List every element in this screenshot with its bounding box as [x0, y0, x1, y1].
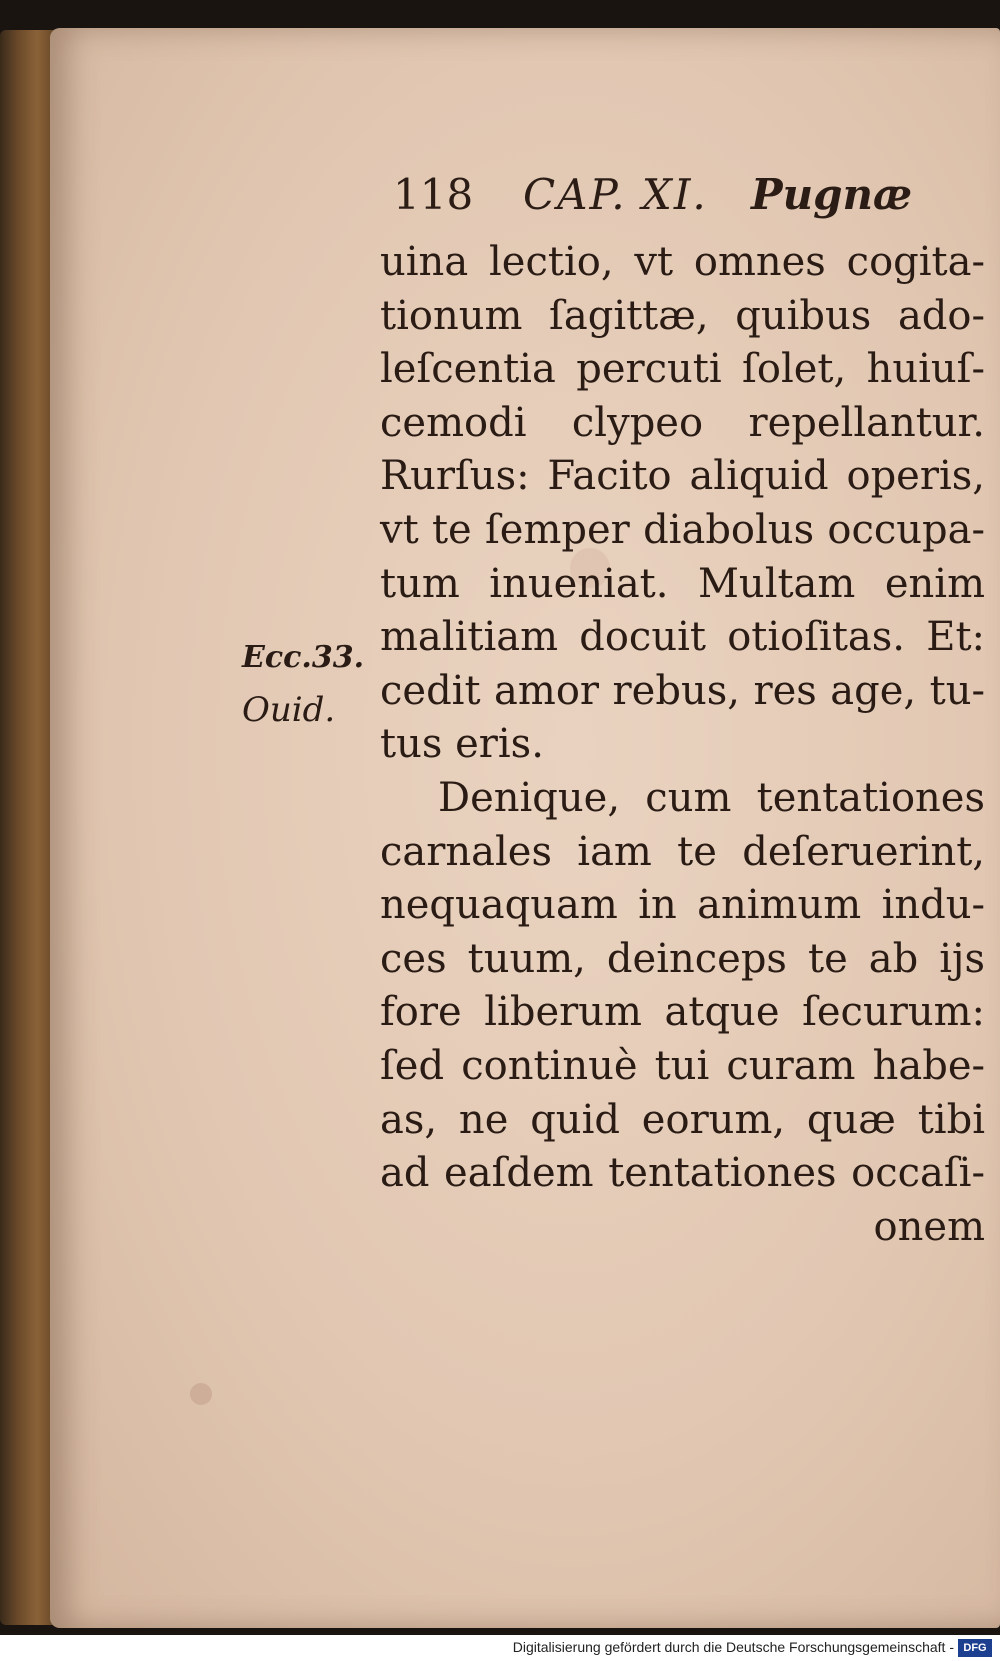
paper-stain — [190, 1383, 212, 1405]
text-line: uina lectio, vt omnes cogita- — [380, 239, 985, 285]
text-line: tus eris. — [380, 721, 544, 768]
body-text — [380, 236, 985, 1254]
text-line: fore liberum atque ſecurum: — [380, 989, 985, 1036]
text-line: cemodi clypeo repellantur. — [380, 399, 985, 446]
dfg-logo: DFG — [958, 1639, 992, 1657]
text-line: cedit amor rebus, res age, tu- — [380, 667, 985, 714]
footer-credit: Digitalisierung gefördert durch die Deutsche Forschungsgemeinschaft - — [512, 1639, 954, 1655]
text-line: carnales iam te deſeruerint, — [380, 828, 985, 875]
text-line: nequaquam in animum indu- — [380, 882, 985, 929]
text-line: as, ne quid eorum, quæ tibi — [380, 1096, 985, 1143]
digitization-footer — [0, 1635, 1000, 1661]
running-title: Pugnæ — [751, 170, 913, 219]
text-line: ces tuum, deinceps te ab ijs — [380, 935, 985, 982]
text-line: tionum ſagittæ, quibus ado- — [380, 292, 985, 339]
text-line: ſed continuè tui curam habe- — [380, 1042, 985, 1089]
text-line: tum inueniat. Multam enim — [380, 560, 985, 607]
text-line: Denique, cum tentationes — [438, 774, 985, 821]
text-line: Rurſus: Facito aliquid operis, — [380, 453, 985, 500]
running-header — [393, 170, 993, 230]
text-line: vt te ſemper diabolus occupa- — [380, 506, 985, 553]
margin-note: Ecc.33. — [242, 640, 365, 675]
text-line: leſcentia percuti ſolet, huiuſ- — [380, 346, 985, 393]
margin-note: Ouid. — [242, 690, 336, 730]
text-line: malitiam docuit otioſitas. Et: — [380, 614, 985, 661]
catchword: onem — [873, 1203, 985, 1250]
page-number: 118 — [393, 170, 474, 219]
chapter-heading: CAP. XI. — [523, 170, 708, 219]
text-line: ad eaſdem tentationes occaſi- — [380, 1150, 985, 1197]
